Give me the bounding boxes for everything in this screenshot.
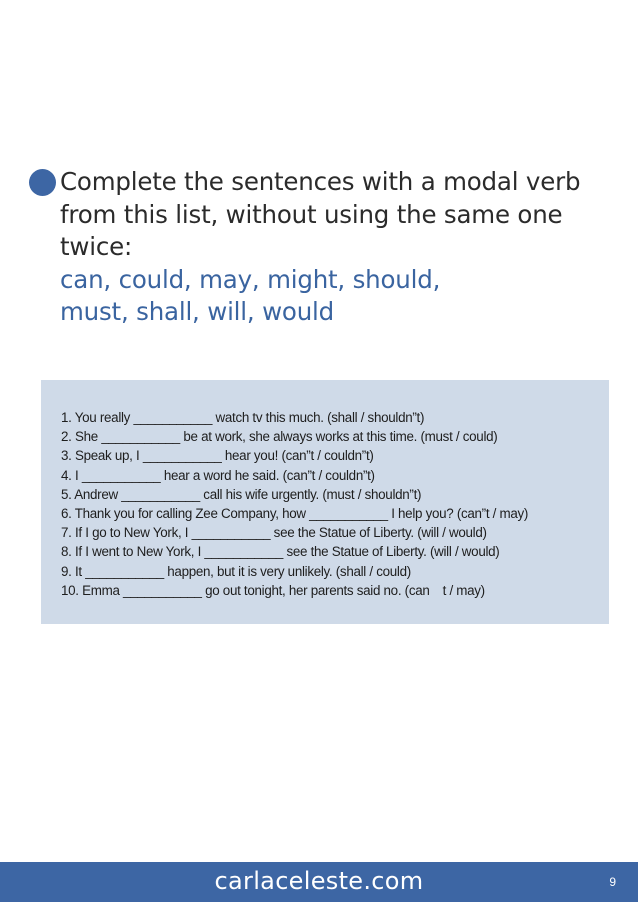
exercise-item: 7. If I go to New York, I ___________ see the Statue of Liberty. (will / would)	[61, 525, 487, 541]
exercise-item: 3. Speak up, I ___________ hear you! (can”t / couldn”t)	[61, 448, 374, 464]
exercise-item: 6. Thank you for calling Zee Company, how ___________ I help you? (can”t / may)	[61, 506, 529, 522]
exercise-item: 8. If I went to New York, I ___________ see the Statue of Liberty. (will / would)	[61, 544, 500, 560]
modal-verb-list-line-2: must, shall, will, would	[60, 297, 334, 326]
exercise-box	[41, 380, 609, 624]
footer-website: carlaceleste.com	[214, 867, 424, 895]
modal-verb-list-line-1: can, could, may, might, should,	[60, 264, 441, 294]
instruction-text	[60, 166, 620, 329]
instruction-line-3: twice:	[60, 232, 133, 261]
exercise-item: 1. You really ___________ watch tv this much. (shall / shouldn”t)	[61, 410, 425, 425]
page-number: 9	[609, 875, 616, 889]
footer-bar	[0, 862, 638, 902]
exercise-item: 9. It ___________ happen, but it is very unlikely. (shall / could)	[61, 563, 411, 579]
exercise-item: 10. Emma ___________ go out tonight, her parents said no. (can t / may)	[61, 582, 485, 598]
exercise-item: 4. I ___________ hear a word he said. (can”t / couldn”t)	[61, 467, 375, 483]
exercise-item: 2. She ___________ be at work, she always works at this time. (must / could)	[61, 429, 498, 445]
exercise-item: 5. Andrew ___________ call his wife urgently. (must / shouldn”t)	[61, 486, 422, 502]
bullet-icon	[29, 169, 56, 196]
exercise-list	[61, 408, 528, 600]
instruction-line-1: Complete the sentences with a modal verb	[60, 167, 581, 196]
instruction-line-2: from this list, without using the same one	[60, 199, 563, 229]
